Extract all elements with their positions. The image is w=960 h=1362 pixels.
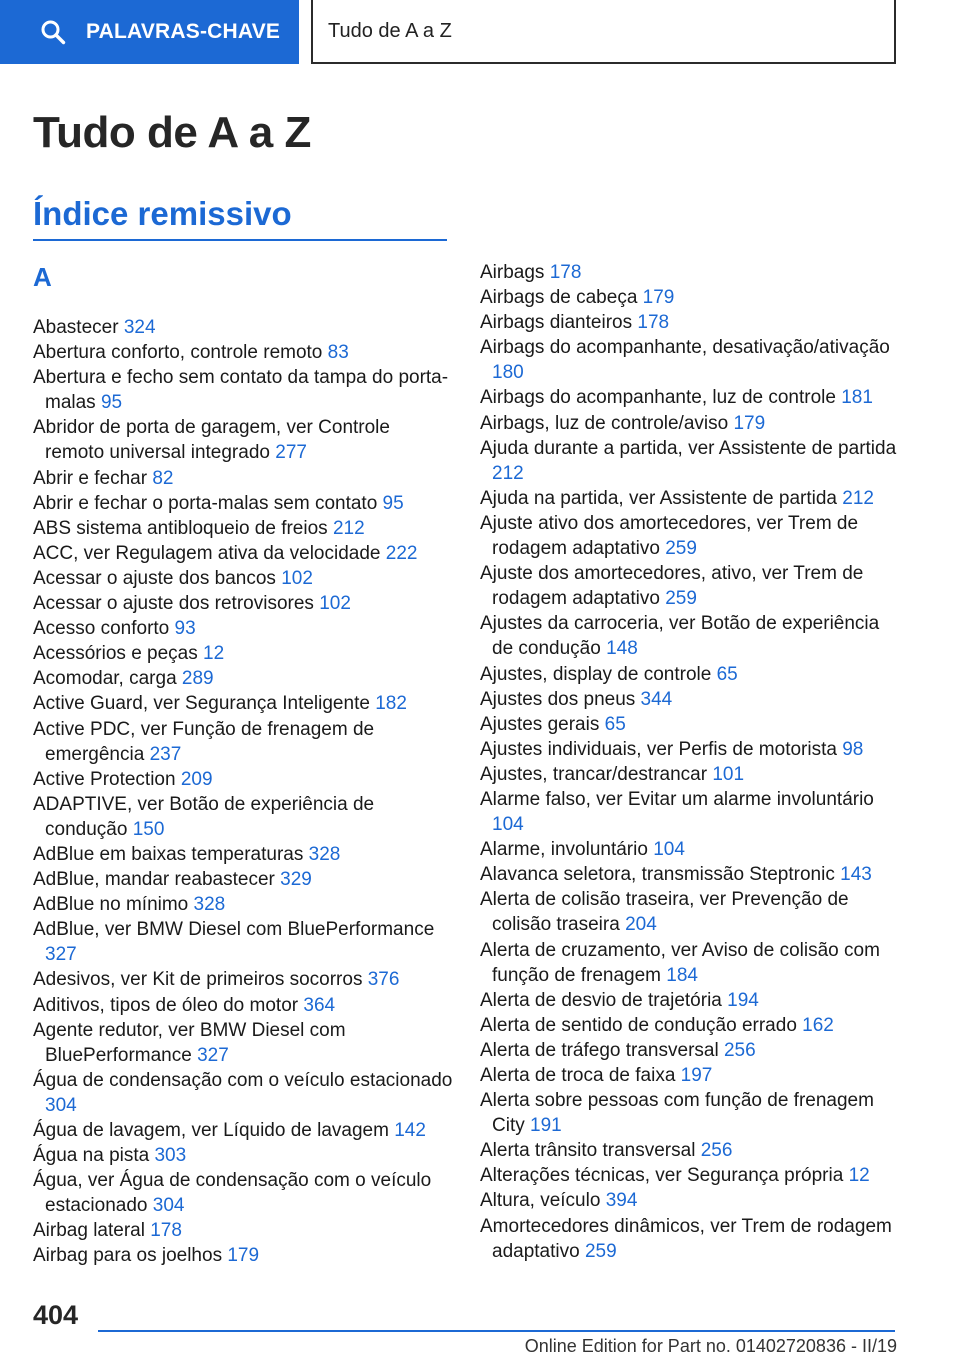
index-entry — [33, 315, 453, 340]
page-link[interactable]: 364 — [303, 994, 336, 1016]
index-entry-text: Airbags do acompanhante, desativação/ativação — [480, 337, 890, 359]
index-entry — [33, 867, 453, 892]
index-entry-text: Ajuda na partida, ver Assistente de partida — [480, 487, 838, 509]
index-entry — [33, 616, 453, 641]
section-divider — [33, 239, 447, 241]
section-title: Índice remissivo — [33, 195, 292, 232]
index-entry-text: Ajustes, trancar/destrancar — [480, 763, 708, 785]
index-entry-text: Airbag lateral — [33, 1220, 145, 1242]
keywords-button[interactable] — [0, 0, 299, 64]
index-entry-text: Abridor de porta de garagem, ver Controle remoto universal integrado — [33, 417, 390, 464]
index-entry — [480, 511, 898, 561]
page-link[interactable]: 12 — [203, 643, 225, 665]
index-entry-text: Ajuste ativo dos amortecedores, ver Trem de rodagem adaptativo — [480, 512, 859, 560]
index-entry-text: Active Protection — [33, 768, 176, 790]
page-link[interactable]: 104 — [653, 839, 685, 861]
index-entry — [480, 1088, 898, 1138]
index-entry-text: Água de condensação com o veículo estacionado — [33, 1069, 453, 1091]
top-bar — [0, 0, 960, 66]
index-entry — [480, 436, 898, 486]
page-link[interactable]: 82 — [152, 467, 174, 489]
index-entry-text: Alarme falso, ver Evitar um alarme involuntário — [480, 788, 874, 810]
index-entry — [33, 1243, 453, 1268]
index-entry-text: Amortecedores dinâmicos, ver Trem de rodagem adaptativo — [480, 1215, 892, 1262]
index-entry — [33, 917, 453, 967]
index-entry — [480, 486, 898, 511]
index-entry-text: Alerta de desvio de trajetória — [480, 989, 722, 1011]
index-entry — [33, 1118, 453, 1143]
page-link[interactable]: 324 — [123, 317, 156, 338]
page-link[interactable]: 178 — [549, 262, 582, 283]
index-entry-text: Alerta de troca de faixa — [480, 1065, 676, 1086]
index-entry — [33, 691, 453, 716]
index-entry-text: Active Guard, ver Segurança Inteligente — [33, 693, 370, 715]
index-entry-text: Adesivos, ver Kit de primeiros socorros — [33, 969, 363, 991]
index-entry — [33, 516, 453, 541]
page-link[interactable]: 259 — [665, 588, 697, 610]
index-entry — [480, 310, 898, 335]
page-link[interactable]: 277 — [275, 442, 307, 464]
index-entry-text: Água de lavagem, ver Líquido de lavagem — [33, 1120, 389, 1141]
page-link[interactable]: 179 — [642, 287, 675, 309]
page-link[interactable]: 65 — [716, 663, 738, 685]
page-link[interactable]: 328 — [308, 843, 341, 865]
index-entry-text: Acesso conforto — [33, 618, 170, 640]
page-link[interactable]: 12 — [848, 1165, 870, 1187]
page-link[interactable]: 327 — [197, 1044, 229, 1066]
footer-edition: Online Edition for Part no. 01402720836 - II/19 — [524, 1336, 897, 1356]
index-entry — [480, 260, 898, 285]
page-link[interactable]: 180 — [492, 362, 524, 384]
index-entry-text: Ajustes dos pneus — [480, 688, 636, 710]
index-entry — [33, 591, 453, 616]
page-link[interactable]: 327 — [45, 944, 77, 966]
page-link[interactable]: 101 — [712, 763, 745, 785]
index-entry-text: Acessar o ajuste dos bancos — [33, 567, 276, 589]
index-entry-text: Ajuste dos amortecedores, ativo, ver Trem de rodagem adaptativo — [480, 563, 864, 610]
index-entry — [480, 988, 898, 1013]
index-entry-text: Água na pista — [33, 1145, 150, 1167]
index-entry-text: Airbags, luz de controle/aviso — [480, 412, 729, 434]
index-entry-text: Água, ver Água de condensação com o veículo estacionado — [33, 1170, 432, 1217]
page-link[interactable]: 143 — [840, 864, 872, 886]
index-entry-text: Alarme, involuntário — [480, 839, 648, 861]
page-link[interactable]: 289 — [181, 668, 214, 690]
page-link[interactable]: 222 — [385, 542, 418, 564]
page-link[interactable]: 102 — [319, 593, 351, 615]
index-entry — [33, 491, 453, 516]
index-entry-text: Aditivos, tipos de óleo do motor — [33, 994, 299, 1016]
index-entry-text: Agente redutor, ver BMW Diesel com BluePerformance — [33, 1019, 346, 1066]
index-entry — [33, 340, 453, 365]
index-entry — [33, 1168, 453, 1218]
index-entry — [480, 611, 898, 661]
index-entry-text: Alerta trânsito transversal — [480, 1140, 696, 1162]
page-link[interactable]: 237 — [149, 743, 182, 765]
page-link[interactable]: 142 — [394, 1120, 426, 1141]
index-entry — [33, 767, 453, 792]
index-entry-text: Airbags — [480, 262, 545, 283]
index-column-left — [33, 315, 453, 1269]
index-entry-text: Acomodar, carga — [33, 668, 177, 690]
page-link[interactable]: 182 — [375, 693, 407, 715]
index-entry — [480, 862, 898, 887]
index-entry — [33, 842, 453, 867]
index-entry-text: Alerta de colisão traseira, ver Prevenção de colisão traseira — [480, 889, 849, 936]
index-entry — [480, 385, 898, 410]
index-entry-text: Ajustes, display de controle — [480, 663, 712, 685]
page-link[interactable]: 102 — [281, 567, 313, 589]
index-entry — [480, 887, 898, 937]
index-entry — [33, 1068, 453, 1118]
page-link[interactable]: 259 — [584, 1240, 617, 1262]
index-entry — [33, 993, 453, 1018]
index-entry-text: Alerta de sentido de condução errado — [480, 1014, 797, 1036]
index-entry-text: Abrir e fechar o porta-malas sem contato — [33, 492, 378, 514]
page-link[interactable]: 329 — [280, 869, 312, 891]
index-entry — [480, 762, 898, 787]
keywords-label: PALAVRAS-CHAVE — [86, 20, 281, 43]
page-link[interactable]: 259 — [665, 538, 697, 560]
index-entry-text: Airbags dianteiros — [480, 312, 633, 334]
index-entry — [33, 967, 453, 992]
index-entry-text: Acessórios e peças — [33, 643, 198, 665]
breadcrumb-label: Tudo de A a Z — [328, 19, 452, 42]
page-link[interactable]: 95 — [100, 392, 123, 414]
index-entry — [480, 687, 898, 712]
index-entry-text: Alerta de cruzamento, ver Aviso de colisão com função de frenagem — [480, 939, 880, 986]
page-link[interactable]: 303 — [154, 1145, 187, 1167]
index-entry — [480, 1214, 898, 1264]
index-entry-text: Active PDC, ver Função de frenagem de emergência — [33, 718, 375, 765]
index-entry — [480, 411, 898, 436]
page-link[interactable]: 304 — [45, 1094, 77, 1116]
index-entry — [33, 1218, 453, 1243]
index-entry-text: Altura, veículo — [480, 1190, 601, 1212]
page-link[interactable]: 178 — [637, 312, 670, 334]
page-link[interactable]: 98 — [842, 738, 864, 760]
index-entry-text: Abertura e fecho sem contato da tampa do porta-malas — [33, 367, 449, 414]
page-link[interactable]: 194 — [727, 989, 759, 1011]
page-link[interactable]: 204 — [625, 914, 657, 936]
page-number: 404 — [33, 1300, 79, 1330]
page-link[interactable]: 181 — [841, 387, 873, 409]
page-link[interactable]: 148 — [606, 638, 638, 660]
page-link[interactable]: 83 — [327, 342, 349, 364]
search-icon — [40, 19, 66, 45]
index-entry-text: ABS sistema antibloqueio de freios — [33, 517, 328, 539]
index-entry — [480, 1163, 898, 1188]
index-entry — [33, 666, 453, 691]
index-entry — [33, 541, 453, 566]
index-entry — [33, 365, 453, 415]
page-title: Tudo de A a Z — [33, 108, 311, 157]
index-entry — [480, 1138, 898, 1163]
index-entry-text: Abertura conforto, controle remoto — [33, 342, 323, 364]
index-entry-text: Alterações técnicas, ver Segurança própria — [480, 1165, 844, 1187]
index-entry-text: Alerta sobre pessoas com função de frenagem City — [480, 1090, 874, 1137]
page-link[interactable]: 178 — [150, 1220, 182, 1242]
index-entry-text: Ajustes gerais — [480, 713, 600, 735]
index-column-right — [480, 260, 898, 1264]
page-link[interactable]: 344 — [640, 688, 673, 710]
index-entry — [33, 892, 453, 917]
index-entry — [33, 566, 453, 591]
index-entry-text: AdBlue em baixas temperaturas — [33, 843, 304, 865]
page-link[interactable]: 179 — [227, 1245, 260, 1267]
index-entry — [480, 737, 898, 762]
index-entry — [480, 335, 898, 385]
page-link[interactable]: 394 — [605, 1190, 638, 1212]
index-entry — [480, 787, 898, 837]
page-link[interactable]: 212 — [492, 462, 524, 484]
page-link[interactable]: 191 — [530, 1115, 562, 1137]
index-entry-text: Airbags de cabeça — [480, 287, 638, 309]
index-entry — [480, 561, 898, 611]
index-entry-text: Acessar o ajuste dos retrovisores — [33, 593, 314, 615]
page-link[interactable]: 212 — [332, 517, 365, 539]
breadcrumb[interactable] — [311, 0, 896, 64]
index-entry-text: Airbags do acompanhante, luz de controle — [480, 387, 836, 409]
page-link[interactable]: 65 — [604, 713, 626, 735]
index-entry — [33, 641, 453, 666]
index-letter: A — [33, 262, 52, 292]
index-entry — [480, 285, 898, 310]
index-entry — [33, 1018, 453, 1068]
index-entry-text: Alavanca seletora, transmissão Steptronic — [480, 864, 835, 886]
index-entry — [480, 712, 898, 737]
page-link[interactable]: 209 — [180, 768, 213, 790]
page-link[interactable]: 197 — [680, 1065, 713, 1086]
page-link[interactable]: 184 — [666, 964, 698, 986]
index-entry-text: Airbag para os joelhos — [33, 1245, 223, 1267]
page-link[interactable]: 93 — [174, 618, 196, 640]
index-entry — [33, 466, 453, 491]
index-entry-text: ADAPTIVE, ver Botão de experiência de condução — [33, 793, 375, 840]
page-link[interactable]: 256 — [723, 1039, 756, 1061]
page-link[interactable]: 256 — [700, 1140, 733, 1162]
index-entry — [33, 717, 453, 767]
index-entry-text: Abrir e fechar — [33, 467, 148, 489]
index-entry — [480, 662, 898, 687]
index-entry-text: AdBlue no mínimo — [33, 894, 189, 916]
index-entry-text: Ajustes da carroceria, ver Botão de experiência de condução — [480, 613, 880, 660]
page-link[interactable]: 376 — [367, 969, 400, 991]
index-entry — [480, 1063, 898, 1088]
index-entry-text: Abastecer — [33, 317, 119, 338]
index-entry — [480, 1188, 898, 1213]
index-entry — [480, 837, 898, 862]
index-entry-text: AdBlue, mandar reabastecer — [33, 869, 275, 891]
index-entry-text: Alerta de tráfego transversal — [480, 1039, 719, 1061]
index-entry-text: ACC, ver Regulagem ativa da velocidade — [33, 542, 381, 564]
footer-divider — [98, 1330, 895, 1332]
page-link[interactable]: 95 — [382, 492, 404, 514]
index-entry — [480, 1013, 898, 1038]
index-entry — [33, 1143, 453, 1168]
index-entry — [480, 938, 898, 988]
index-entry — [480, 1038, 898, 1063]
index-entry-text: AdBlue, ver BMW Diesel com BluePerformance — [33, 919, 435, 941]
index-entry-text: Ajustes individuais, ver Perfis de motorista — [480, 738, 837, 760]
page-link[interactable]: 179 — [733, 412, 766, 434]
page-link[interactable]: 304 — [152, 1195, 185, 1217]
page-link[interactable]: 212 — [842, 487, 874, 509]
page-link[interactable]: 328 — [193, 894, 226, 916]
index-entry — [33, 415, 453, 465]
page-link[interactable]: 162 — [802, 1014, 834, 1036]
page-link[interactable]: 104 — [492, 814, 524, 836]
index-entry-text: Ajuda durante a partida, ver Assistente de partida — [480, 437, 897, 459]
index-entry — [33, 792, 453, 842]
page-link[interactable]: 150 — [132, 818, 165, 840]
